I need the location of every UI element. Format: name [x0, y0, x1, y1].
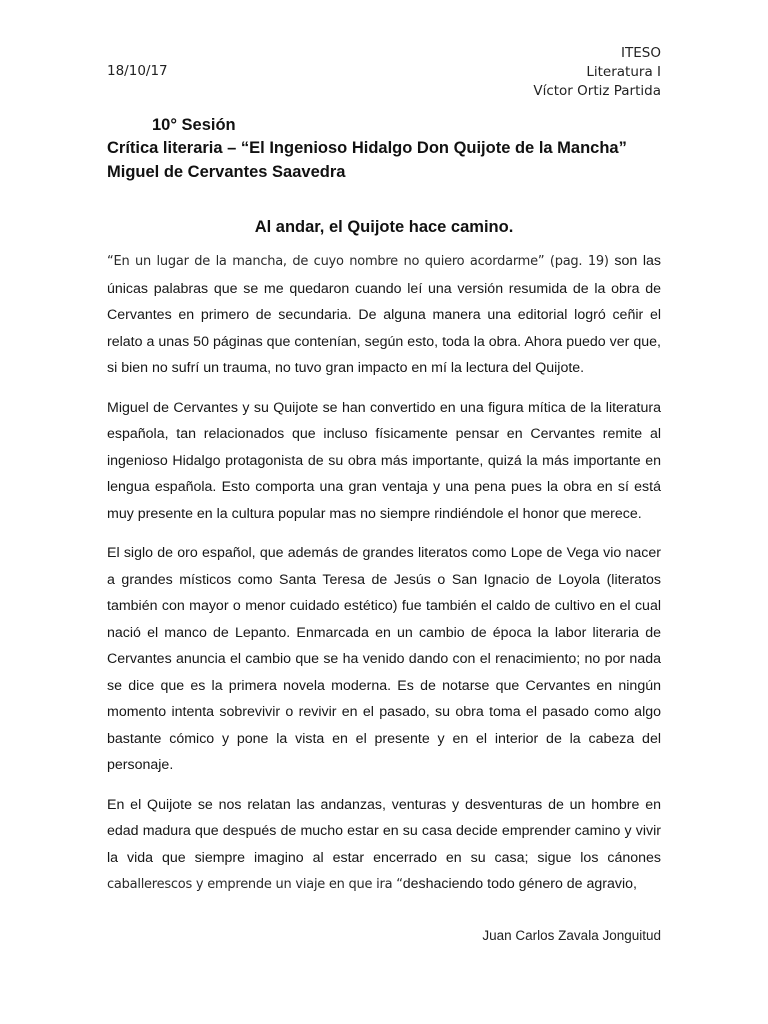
header-info	[533, 44, 661, 101]
paragraph-2: Miguel de Cervantes y su Quijote se han convertido en una figura mítica de la literatura española, tan relacionados que incluso físicamente pensar en Cervantes remite al ingenioso Hidalgo protagonista de su obra más importante, quizá la más importante en lengua española. Esto comporta una gran ventaja y una pena pues la obra en sí está muy presente en la cultura popular mas no siempre rindiéndole el honor que merece.	[107, 399, 661, 522]
institution: ITESO	[621, 45, 661, 61]
critique-title: Crítica literaria – “El Ingenioso Hidalgo Don Quijote de la Mancha”	[107, 139, 627, 157]
paragraph-1-text: son las únicas palabras que se me quedaron cuando leí una versión resumida de la obra de Cervantes en primero de secundaria. De alguna manera una editorial logró ceñir el relato a unas 50 páginas que contenían, según esto, toda la obra. Ahora puedo ver que, si bien no sufrí un trauma, no tuvo gran impacto en mí la lectura del Quijote.	[107, 253, 661, 376]
date: 18/10/17	[107, 63, 168, 79]
paragraph-4-text: En el Quijote se nos relatan las andanzas, venturas y desventuras de un hombre en edad madura que después de mucho estar en su casa decide emprender camino y vivir la vida que siempre imagino al estar encerrado en su casa; sigue los cánones	[107, 796, 661, 866]
paragraph-4-end: deshaciendo todo género de agravio,	[402, 876, 637, 892]
course: Literatura I	[586, 64, 661, 80]
essay-title: Al andar, el Quijote hace camino.	[254, 218, 514, 236]
work-author: Miguel de Cervantes Saavedra	[107, 163, 346, 181]
paragraph-3: El siglo de oro español, que además de grandes literatos como Lope de Vega vio nacer a grandes místicos como Santa Teresa de Jesús o San Ignacio de Loyola (literatos también con mayor o menor cuidado estético) fue también el caldo de cultivo en el cual nació el manco de Lepanto. Enmarcada en un cambio de época la labor literaria de Cervantes anuncia el cambio que se ha venido dando con el renacimiento; no por nada se dice que es la primera novela moderna. Es de notarse que Cervantes en ningún momento intenta sobrevivir o revivir en el pasado, su obra toma el pasado como algo bastante cómico y pone la vista en el presente y en el interior de la cabeza del personaje.	[107, 545, 661, 773]
paragraph-4	[107, 792, 661, 899]
opening-quote: “En un lugar de la mancha, de cuyo nombre no quiero acordarme” (pag. 19)	[107, 254, 609, 269]
essay-author: Juan Carlos Zavala Jonguitud	[482, 928, 661, 943]
teacher: Víctor Ortiz Partida	[533, 83, 661, 99]
session-heading: 10° Sesión	[152, 116, 236, 134]
essay-body	[107, 248, 661, 912]
paragraph-4-quote-lead: caballerescos y emprende un viaje en que ira “	[107, 877, 403, 892]
paragraph-1	[107, 248, 661, 382]
title-block	[107, 136, 627, 184]
